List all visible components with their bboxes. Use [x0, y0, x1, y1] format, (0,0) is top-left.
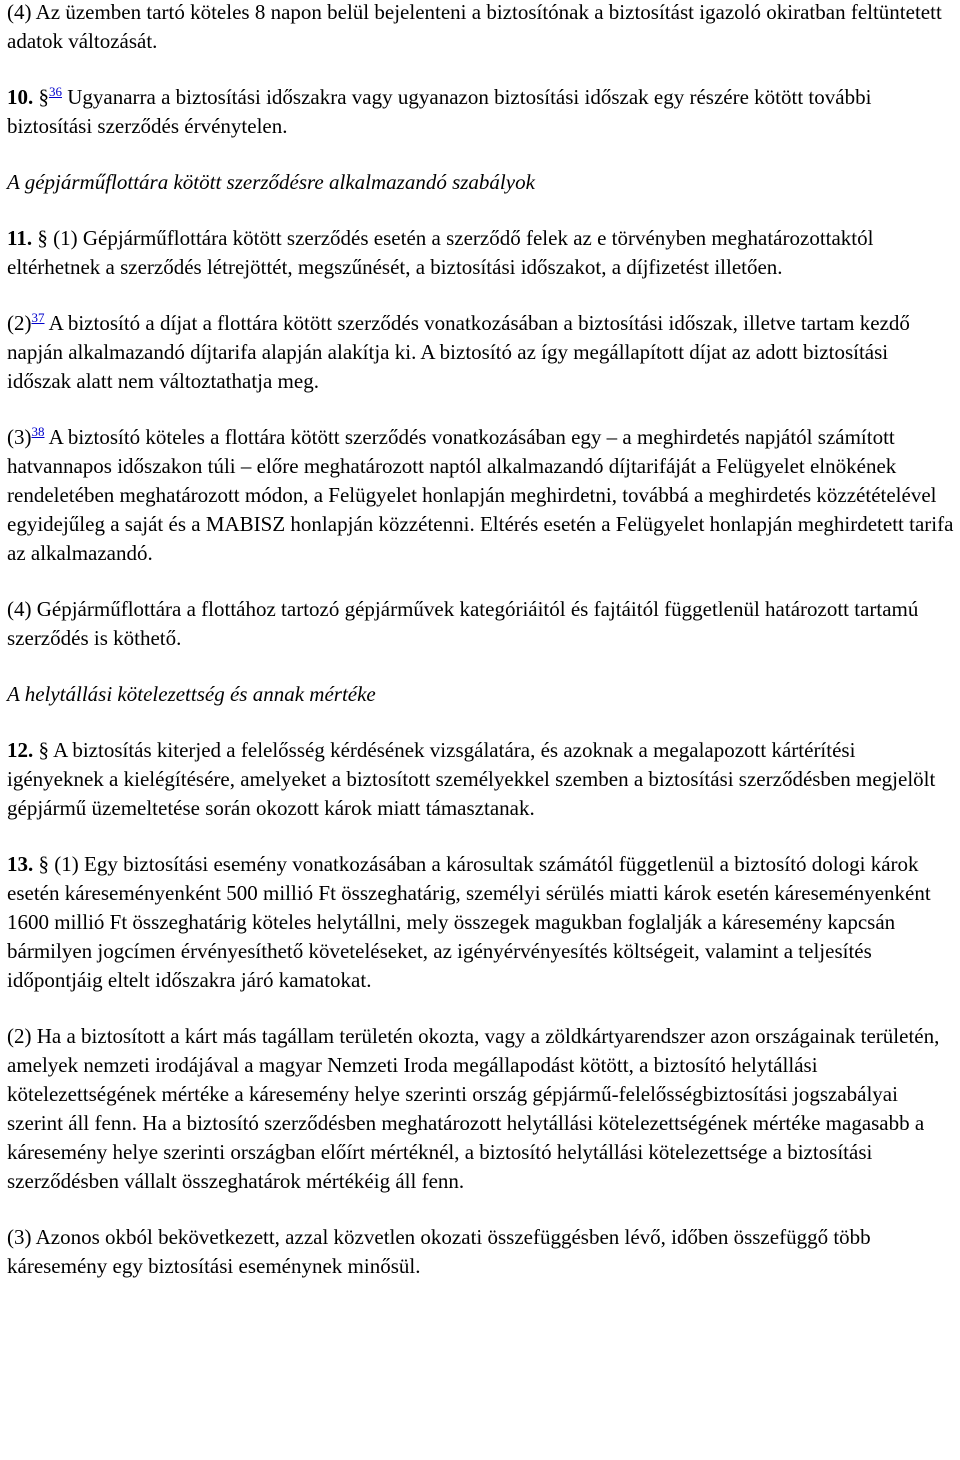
- paragraph-prefix: (2): [7, 311, 32, 335]
- subheading-liability: A helytállási kötelezettség és annak mértéke: [7, 682, 376, 706]
- paragraph-text: A biztosító köteles a flottára kötött szerződés vonatkozásában egy – a meghirdetés napjától számított hatvannapos időszakon túli – előre meghatározott naptól alkalmazandó díjtarifáját a Felügyelet elnökének rendeletében meghatározott módon, a Felügyelet honlapján meghirdetni, továbbá a meghirdetés közzétételével egyidejűleg a saját és a MABISZ honlapján közzétenni. Eltérés esetén a Felügyelet honlapján meghirdetett tarifa az alkalmazandó.: [7, 425, 954, 565]
- footnote-link-38[interactable]: 38: [31, 424, 45, 439]
- section-10: [7, 83, 954, 141]
- paragraph-prefix: (3): [7, 425, 32, 449]
- section-text: A biztosítás kiterjed a felelősség kérdésének vizsgálatára, és azoknak a megalapozott kártérítési igényeknek a kielégítésére, amelyeket a biztosított személyekkel szemben a biztosítási szerződésben megjelölt gépjármű üzemeltetése során okozott károk miatt támasztanak.: [7, 738, 936, 820]
- section-text: Ugyanarra a biztosítási időszakra vagy ugyanazon biztosítási időszak egy részére kötött további biztosítási szerződés érvénytelen.: [7, 85, 872, 138]
- footnote-link-36[interactable]: 36: [49, 84, 62, 99]
- section-sign: §: [37, 226, 48, 250]
- section-text: (1) Gépjárműflottára kötött szerződés esetén a szerződő felek az e törvényben meghatározottaktól eltérhetnek a szerződés létrejöttét, megszűnését, a biztosítási időszakot, a díjfizetést illetően.: [7, 226, 874, 279]
- footnote-link-37[interactable]: 37: [31, 310, 45, 325]
- paragraph-11-2: [7, 309, 954, 396]
- section-sign: §: [38, 738, 49, 762]
- section-number: 11.: [7, 226, 33, 250]
- section-text: (1) Egy biztosítási esemény vonatkozásában a károsultak számától függetlenül a biztosító dologi károk esetén káreseményenként 500 millió Ft összeghatárig, személyi sérülés miatti károk esetén káreseményenként 1600 millió Ft összeghatárig köteles helytállni, mely összegek magukban foglalják a káresemény kapcsán bármilyen jogcímen érvényesíthető követeléseket, az igényérvényesítés költségeit, valamint a teljesítés időpontjáig eltelt időszakra járó kamatokat.: [7, 852, 931, 992]
- paragraph-11-4: (4) Gépjárműflottára a flottához tartozó gépjárművek kategóriáitól és fajtáitól függetlenül határozott tartamú szerződés is köthető.: [7, 597, 919, 650]
- section-number: 12.: [7, 738, 34, 762]
- paragraph-13-2: (2) Ha a biztosított a kárt más tagállam területén okozta, vagy a zöldkártyarendszer azon országainak területén, amelyek nemzeti irodájával a magyar Nemzeti Iroda megállapodást kötött, a biztosító helytállási kötelezettségének mértéke a káresemény helye szerinti ország gépjármű-felelősségbiztosítási jogszabályai szerint áll fenn. Ha a biztosító szerződésben meghatározott helytállási kötelezettségének mértéke magasabb a káresemény helye szerinti országban előírt mértéknél, a biztosító helytállási kötelezettsége a biztosítási szerződésben vállalt összeghatárok mértékéig áll fenn.: [7, 1024, 940, 1193]
- section-11: [7, 224, 954, 282]
- paragraph-13-3: (3) Azonos okból bekövetkezett, azzal közvetlen okozati összefüggésben lévő, időben összefüggő több káresemény egy biztosítási eseménynek minősül.: [7, 1225, 871, 1278]
- paragraph-text: A biztosító a díjat a flottára kötött szerződés vonatkozásában a biztosítási időszak, illetve tartam kezdő napján alkalmazandó díjtarifa alapján alakítja ki. A biztosító az így megállapított díjat az adott biztosítási időszak alatt nem változtathatja meg.: [7, 311, 910, 393]
- section-13: [7, 850, 954, 995]
- section-12: [7, 736, 954, 823]
- paragraph-11-3: [7, 423, 954, 568]
- paragraph-10-4: (4) Az üzemben tartó köteles 8 napon belül bejelenteni a biztosítónak a biztosítást igazoló okiratban feltüntetett adatok változását.: [7, 0, 942, 53]
- section-number: 13.: [7, 852, 34, 876]
- subheading-fleet-rules: A gépjárműflottára kötött szerződésre alkalmazandó szabályok: [7, 170, 535, 194]
- section-number: 10.: [7, 85, 34, 109]
- section-sign: §: [38, 85, 49, 109]
- section-sign: §: [38, 852, 49, 876]
